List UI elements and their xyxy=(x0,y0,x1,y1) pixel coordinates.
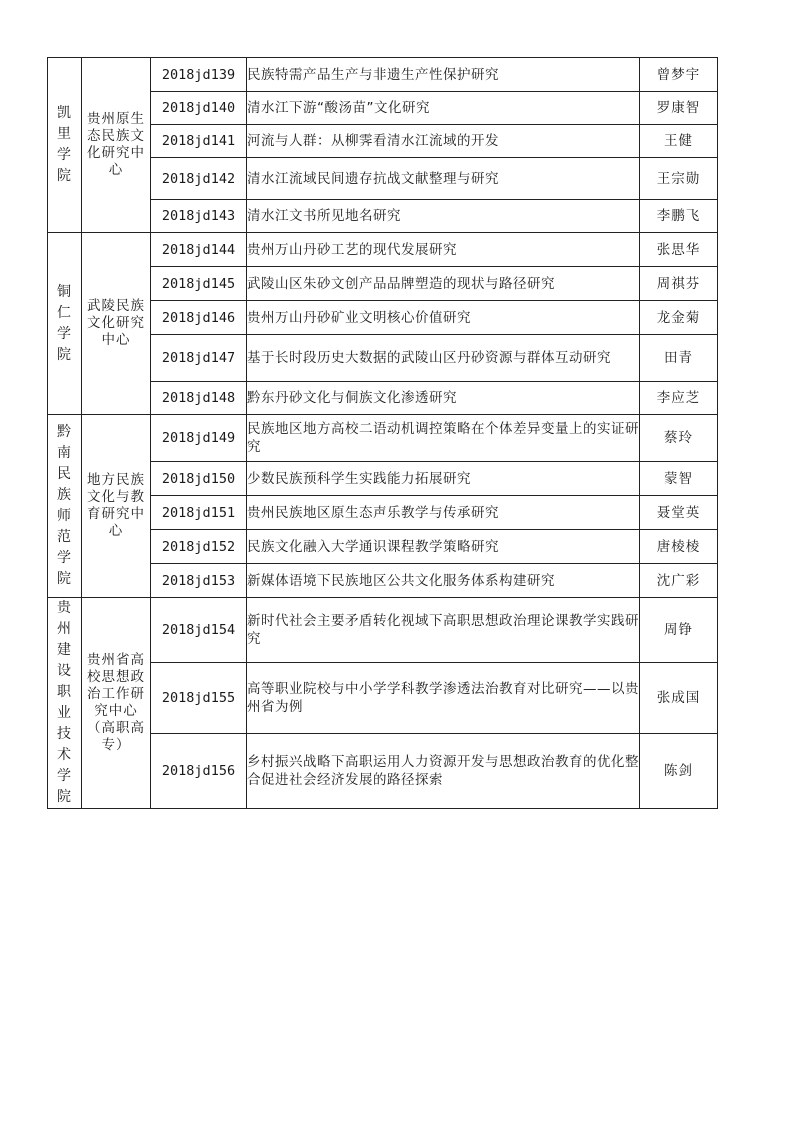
project-leader: 曾梦宇 xyxy=(640,58,718,92)
college-cell: 铜仁学院 xyxy=(48,233,82,415)
project-leader: 罗康智 xyxy=(640,92,718,125)
table-row xyxy=(48,415,718,462)
project-title: 清水江文书所见地名研究 xyxy=(247,200,640,233)
project-code: 2018jd154 xyxy=(151,598,247,663)
project-leader: 蔡玲 xyxy=(640,415,718,462)
project-code: 2018jd150 xyxy=(151,462,247,496)
project-title: 贵州万山丹砂矿业文明核心价值研究 xyxy=(247,301,640,335)
project-code: 2018jd139 xyxy=(151,58,247,92)
project-title: 武陵山区朱砂文创产品品牌塑造的现状与路径研究 xyxy=(247,267,640,301)
project-leader: 蒙智 xyxy=(640,462,718,496)
project-code: 2018jd149 xyxy=(151,415,247,462)
project-code: 2018jd155 xyxy=(151,662,247,733)
project-table xyxy=(47,57,718,809)
center-cell: 武陵民族文化研究中心 xyxy=(82,233,151,415)
project-title: 新时代社会主要矛盾转化视域下高职思想政治理论课教学实践研究 xyxy=(247,598,640,663)
project-leader: 聂堂英 xyxy=(640,496,718,530)
project-code: 2018jd143 xyxy=(151,200,247,233)
project-leader: 龙金菊 xyxy=(640,301,718,335)
project-leader: 周铮 xyxy=(640,598,718,663)
center-cell: 贵州省高校思想政治工作研究中心（高职高专） xyxy=(82,598,151,809)
project-code: 2018jd153 xyxy=(151,564,247,598)
project-leader: 陈剑 xyxy=(640,733,718,808)
table-row xyxy=(48,233,718,267)
project-code: 2018jd147 xyxy=(151,335,247,382)
project-code: 2018jd144 xyxy=(151,233,247,267)
project-title: 河流与人群：从柳霁看清水江流域的开发 xyxy=(247,125,640,158)
project-leader: 王健 xyxy=(640,125,718,158)
project-title: 清水江流域民间遗存抗战文献整理与研究 xyxy=(247,158,640,200)
project-title: 民族特需产品生产与非遗生产性保护研究 xyxy=(247,58,640,92)
project-title: 少数民族预科学生实践能力拓展研究 xyxy=(247,462,640,496)
table-row xyxy=(48,598,718,663)
project-title: 贵州民族地区原生态声乐教学与传承研究 xyxy=(247,496,640,530)
center-cell: 贵州原生态民族文化研究中心 xyxy=(82,58,151,233)
project-title: 民族文化融入大学通识课程教学策略研究 xyxy=(247,530,640,564)
project-title: 基于长时段历史大数据的武陵山区丹砂资源与群体互动研究 xyxy=(247,335,640,382)
project-leader: 王宗勋 xyxy=(640,158,718,200)
project-code: 2018jd140 xyxy=(151,92,247,125)
project-title: 清水江下游“酸汤苗”文化研究 xyxy=(247,92,640,125)
project-code: 2018jd148 xyxy=(151,382,247,415)
project-leader: 田青 xyxy=(640,335,718,382)
project-title: 民族地区地方高校二语动机调控策略在个体差异变量上的实证研究 xyxy=(247,415,640,462)
project-leader: 沈广彩 xyxy=(640,564,718,598)
project-leader: 周祺芬 xyxy=(640,267,718,301)
project-title: 贵州万山丹砂工艺的现代发展研究 xyxy=(247,233,640,267)
college-cell: 贵州建设职业技术学院 xyxy=(48,598,82,809)
project-code: 2018jd151 xyxy=(151,496,247,530)
project-leader: 张思华 xyxy=(640,233,718,267)
project-code: 2018jd156 xyxy=(151,733,247,808)
project-code: 2018jd146 xyxy=(151,301,247,335)
project-title: 乡村振兴战略下高职运用人力资源开发与思想政治教育的优化整合促进社会经济发展的路径探索 xyxy=(247,733,640,808)
project-leader: 李应芝 xyxy=(640,382,718,415)
project-title: 黔东丹砂文化与侗族文化渗透研究 xyxy=(247,382,640,415)
table-row xyxy=(48,58,718,92)
project-title: 高等职业院校与中小学学科教学渗透法治教育对比研究——以贵州省为例 xyxy=(247,662,640,733)
center-cell: 地方民族文化与教育研究中心 xyxy=(82,415,151,598)
project-code: 2018jd141 xyxy=(151,125,247,158)
project-code: 2018jd145 xyxy=(151,267,247,301)
project-leader: 李鹏飞 xyxy=(640,200,718,233)
project-leader: 唐棱棱 xyxy=(640,530,718,564)
project-code: 2018jd142 xyxy=(151,158,247,200)
college-cell: 凯里学院 xyxy=(48,58,82,233)
college-cell: 黔南民族师范学院 xyxy=(48,415,82,598)
project-title: 新媒体语境下民族地区公共文化服务体系构建研究 xyxy=(247,564,640,598)
project-leader: 张成国 xyxy=(640,662,718,733)
project-code: 2018jd152 xyxy=(151,530,247,564)
